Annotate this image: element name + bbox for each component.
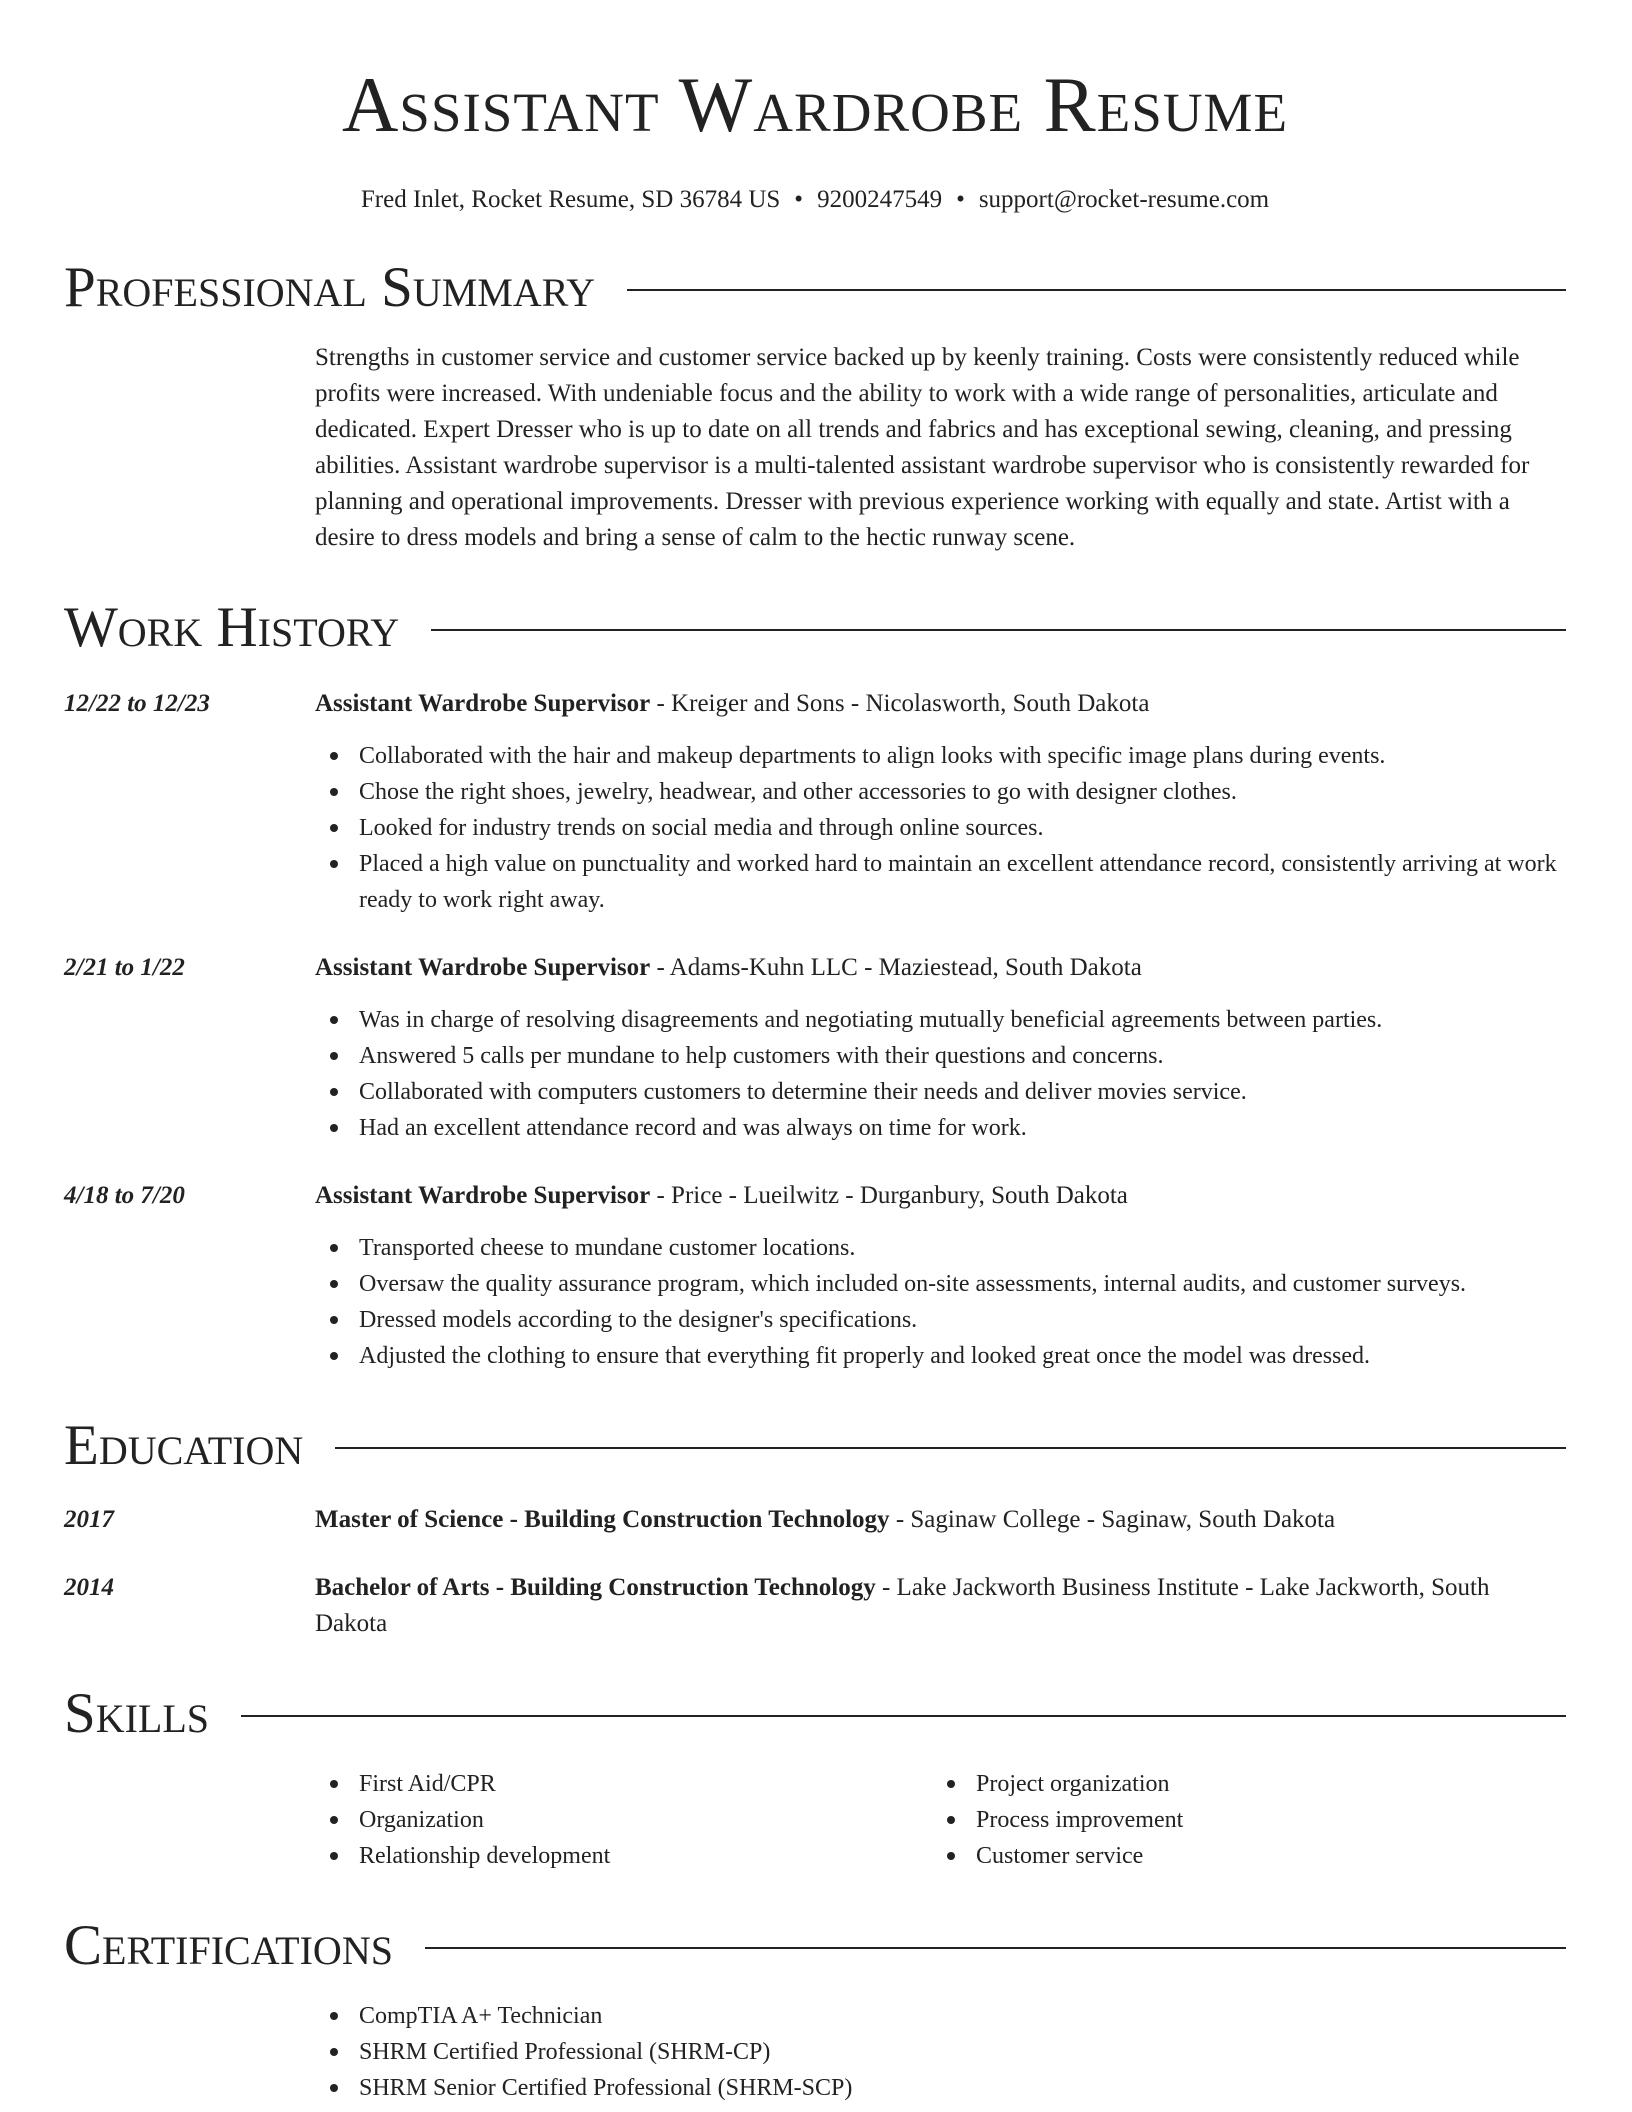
bullet-dot [330,2012,338,2020]
job-line [315,950,1566,986]
job-details: - Kreiger and Sons - Nicolasworth, South Dakota [650,690,1150,717]
job-bullet-text: Had an excellent attendance record and was always on time for work. [359,1115,1027,1141]
job-bullet-text: Dressed models according to the designer's specifications. [359,1307,918,1333]
job-bullet [315,1338,1566,1374]
bullet-dot [330,2084,338,2092]
contact-line [64,184,1566,216]
section-divider [627,289,1566,291]
bullet-dot [947,1852,955,1860]
job-bullets-row [64,1214,1566,1374]
job-bullet-text: Placed a high value on punctuality and worked hard to maintain an excellent attendance record, consistently arriving at work ready to work right away. [359,851,1557,913]
section-title: Certifications [64,1914,393,1977]
skill-text: Customer service [976,1843,1144,1869]
bullet-dot [330,2048,338,2056]
education-details: - Saginaw College - Saginaw, South Dakota [889,1506,1336,1533]
bullet-dot [330,1124,338,1132]
job-bullet [315,1002,1566,1038]
bullet-dot [330,1352,338,1360]
skills-gutter [64,1766,315,1874]
certification-text: SHRM Certified Professional (SHRM-CP) [359,2039,771,2065]
section-title: Education [64,1414,304,1477]
job-bullet-text: Collaborated with the hair and makeup departments to align looks with specific image plans during events. [359,743,1386,769]
bullet-dot [330,1316,338,1324]
job-gutter [64,722,315,918]
skill-item [315,1838,932,1874]
bullet-dot [947,1780,955,1788]
job-bullet [315,846,1566,918]
skill-text: Organization [359,1807,484,1833]
job-bullet-text: Oversaw the quality assurance program, which included on-site assessments, internal audits, and customer surveys. [359,1271,1467,1297]
certification-text: CompTIA A+ Technician [359,2003,603,2029]
job-title: Assistant Wardrobe Supervisor [315,954,651,981]
job-bullet [315,1038,1566,1074]
bullet-dot [330,788,338,796]
bullet-dot [330,1280,338,1288]
education-line [315,1570,1566,1642]
bullet-dot [330,824,338,832]
bullet-dot [330,1244,338,1252]
section-header-education [64,1414,1566,1478]
job-header [64,1178,1566,1214]
job-bullets [315,986,1566,1146]
job-bullets-row [64,722,1566,918]
skills-column-left [315,1766,932,1874]
job-entry [64,686,1566,918]
job-details: - Price - Lueilwitz - Durganbury, South Dakota [650,1182,1128,1209]
skill-text: Project organization [976,1771,1170,1797]
bullet-dot [330,1016,338,1024]
resume-title: Assistant Wardrobe Resume [341,61,1289,148]
certifications-gutter [64,1998,315,2106]
job-line [315,1178,1566,1214]
job-title: Assistant Wardrobe Supervisor [315,690,651,717]
job-gutter [64,1214,315,1374]
job-bullet-text: Chose the right shoes, jewelry, headwear, and other accessories to go with designer clothes. [359,779,1237,805]
job-bullet [315,1110,1566,1146]
bullet-dot [330,752,338,760]
job-dates: 2/21 to 1/22 [64,954,185,981]
job-bullets-row [64,986,1566,1146]
bullet-dot [330,1088,338,1096]
education-year: 2017 [64,1506,114,1533]
education-year: 2014 [64,1574,114,1601]
certification-item [315,1998,852,2034]
summary-block [64,340,1566,556]
contact-separator: • [956,186,965,213]
job-header [64,950,1566,986]
education-entry [64,1502,1566,1538]
section-header-skills [64,1682,1566,1746]
job-bullet [315,1074,1566,1110]
section-header-work-history [64,596,1566,660]
job-bullet [315,1230,1566,1266]
job-dates: 4/18 to 7/20 [64,1182,185,1209]
job-bullets [315,722,1566,918]
summary-gutter [64,340,315,556]
job-bullet [315,774,1566,810]
education-degree: Bachelor of Arts - Building Construction Technology [315,1574,876,1601]
section-header-summary [64,256,1566,320]
bullet-dot [330,1780,338,1788]
section-title: Skills [64,1682,210,1745]
section-divider [241,1715,1566,1717]
job-bullet [315,810,1566,846]
job-header [64,686,1566,722]
skill-item [932,1766,1549,1802]
bullet-dot [330,860,338,868]
job-entry [64,1178,1566,1374]
job-bullet [315,1302,1566,1338]
job-dates: 12/22 to 12/23 [64,690,210,717]
certification-text: SHRM Senior Certified Professional (SHRM-SCP) [359,2075,853,2101]
job-entry [64,950,1566,1146]
job-bullets [315,1214,1566,1374]
bullet-dot [330,1852,338,1860]
section-title: Professional Summary [64,256,596,319]
education-details: - Lake Jackworth Business Institute - Lake Jackworth, South Dakota [315,1574,1490,1637]
skills-grid [64,1766,1566,1874]
skill-item [315,1802,932,1838]
bullet-dot [330,1816,338,1824]
job-bullet [315,1266,1566,1302]
job-bullet-text: Was in charge of resolving disagreements and negotiating mutually beneficial agreements between parties. [359,1007,1383,1033]
skill-text: Process improvement [976,1807,1184,1833]
job-bullet-text: Adjusted the clothing to ensure that everything fit properly and looked great once the model was dressed. [359,1343,1371,1369]
section-divider [431,629,1566,631]
job-gutter [64,986,315,1146]
contact-address: Fred Inlet, Rocket Resume, SD 36784 US [360,186,781,213]
section-header-certifications [64,1914,1566,1978]
skill-item [932,1802,1549,1838]
skill-item [315,1766,932,1802]
job-line [315,686,1566,722]
job-bullet-text: Answered 5 calls per mundane to help customers with their questions and concerns. [359,1043,1164,1069]
education-line [315,1502,1566,1538]
contact-separator: • [794,186,804,213]
education-entry [64,1570,1566,1642]
job-details: - Adams-Kuhn LLC - Maziestead, South Dakota [650,954,1142,981]
skill-text: First Aid/CPR [359,1771,496,1797]
summary-text: Strengths in customer service and customer service backed up by keenly training. Costs were consistently reduced while profits were increased. With undeniable focus and the ability to work with a wide range of personalities, articulate and dedicated. Expert Dresser who is up to date on all trends and fabrics and has exceptional sewing, cleaning, and pressing abilities. Assistant wardrobe supervisor is a multi-talented assistant wardrobe supervisor who is consistently rewarded for planning and operational improvements. Dresser with previous experience working with equally and state. Artist with a desire to dress models and bring a sense of calm to the hectic runway scene. [315,344,1530,551]
skills-column-right [932,1766,1549,1874]
certification-item [315,2034,852,2070]
contact-email: support@rocket-resume.com [978,186,1270,213]
section-divider [425,1947,1566,1949]
section-divider [335,1447,1566,1449]
skill-text: Relationship development [359,1843,611,1869]
job-bullet [315,738,1566,774]
job-bullet-text: Looked for industry trends on social media and through online sources. [359,815,1044,841]
job-bullet-text: Transported cheese to mundane customer locations. [359,1235,856,1261]
bullet-dot [330,1052,338,1060]
bullet-dot [947,1816,955,1824]
job-bullet-text: Collaborated with computers customers to determine their needs and deliver movies service. [359,1079,1247,1105]
certifications-list [64,1998,1566,2106]
section-title: Work History [64,596,400,659]
contact-phone: 9200247549 [817,186,943,213]
job-title: Assistant Wardrobe Supervisor [315,1182,651,1209]
education-degree: Master of Science - Building Construction Technology [315,1506,890,1533]
skill-item [932,1838,1549,1874]
certification-item [315,2070,852,2106]
